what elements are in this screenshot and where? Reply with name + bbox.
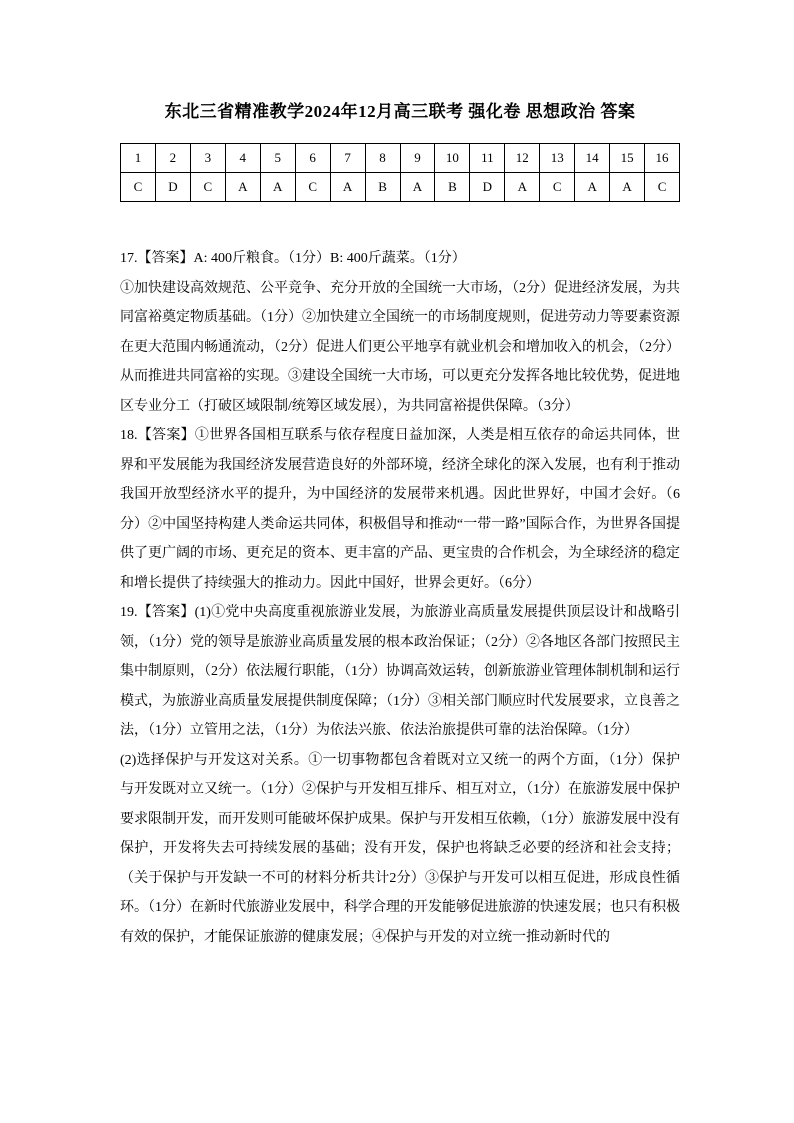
page-title: 东北三省精准教学2024年12月高三联考 强化卷 思想政治 答案 <box>164 102 636 121</box>
answer-letter-cell: A <box>400 173 435 202</box>
answer-number-cell: 7 <box>330 144 365 173</box>
q19-answer-part2: (2)选择保护与开发这对关系。①一切事物都包含着既对立又统一的两个方面，（1分）保护与开发既对立又统一。（1分）②保护与开发相互排斥、相互对立，（1分）在旅游发展中保护要求限制开发，而开发则可能破坏保护成果。保护与开发相互依赖，（1分）旅游发展中没有保护，开发将失去可持续发展的基础；没有开发，保护也将缺乏必要的经济和社会支持；（关于保护与开发缺一不可的材料分析共计2分）③保护与开发可以相互促进，形成良性循环。（1分）在新时代旅游业发展中，科学合理的开发能够促进旅游的快速发展；也只有积极有效的保护，才能保证旅游的健康发展；④保护与开发的对立统一推动新时代的 <box>120 752 680 945</box>
answer-number-cell: 1 <box>121 144 156 173</box>
answer-number-cell: 10 <box>435 144 470 173</box>
answer-letter-cell: D <box>470 173 505 202</box>
answer-number-cell: 16 <box>645 144 680 173</box>
answer-letter-cell: C <box>190 173 225 202</box>
answer-number-cell: 12 <box>505 144 540 173</box>
answer-letter-cell: B <box>365 173 400 202</box>
answer-number-cell: 2 <box>155 144 190 173</box>
answer-number-cell: 8 <box>365 144 400 173</box>
q19-answer-part1: 19.【答案】(1)①党中央高度重视旅游业发展，为旅游业高质量发展提供顶层设计和战略引领，（1分）党的领导是旅游业高质量发展的根本政治保证；（2分）②各地区各部门按照民主集中制原则，（2分）依法履行职能，（1分）协调高效运转，创新旅游业管理体制机制和运行模式，为旅游业高质量发展提供制度保障；（1分）③相关部门顺应时代发展要求，立良善之法，（1分）立管用之法，（1分）为依法兴旅、依法治旅提供可靠的法治保障。（1分） <box>120 605 680 738</box>
answer-number-cell: 4 <box>225 144 260 173</box>
answer-number-cell: 13 <box>540 144 575 173</box>
answer-letter-cell: A <box>610 173 645 202</box>
answer-number-cell: 14 <box>575 144 610 173</box>
answer-number-cell: 5 <box>260 144 295 173</box>
answer-letter-cell: A <box>330 173 365 202</box>
answer-number-cell: 3 <box>190 144 225 173</box>
answer-number-cell: 6 <box>295 144 330 173</box>
answer-letter-cell: A <box>225 173 260 202</box>
answer-number-cell: 15 <box>610 144 645 173</box>
answer-number-cell: 9 <box>400 144 435 173</box>
answer-letter-cell: A <box>505 173 540 202</box>
answer-letter-cell: A <box>575 173 610 202</box>
answer-number-cell: 11 <box>470 144 505 173</box>
answer-letter-row <box>121 173 680 202</box>
answer-letter-cell: C <box>295 173 330 202</box>
answer-explanations <box>120 244 680 952</box>
q18-answer: 18.【答案】①世界各国相互联系与依存程度日益加深，人类是相互依存的命运共同体，世界和平发展能为我国经济发展营造良好的外部环境，经济全球化的深入发展，也有利于推动我国开放型经济水平的提升，为中国经济的发展带来机遇。因此世界好，中国才会好。（6分）②中国坚持构建人类命运共同体，积极倡导和推动“一带一路”国际合作，为世界各国提供了更广阔的市场、更充足的资本、更丰富的产品、更宝贵的合作机会，为全球经济的稳定和增长提供了持续强大的推动力。因此中国好，世界会更好。（6分） <box>120 428 680 591</box>
answer-letter-cell: C <box>645 173 680 202</box>
answer-letter-cell: C <box>121 173 156 202</box>
answer-letter-cell: C <box>540 173 575 202</box>
answer-number-row <box>121 144 680 173</box>
answer-letter-cell: A <box>260 173 295 202</box>
answer-letter-cell: D <box>155 173 190 202</box>
answer-key-table <box>120 143 680 202</box>
q17-answer-head: 17.【答案】A: 400斤粮食。（1分）B: 400斤蔬菜。（1分） <box>120 251 466 266</box>
q17-answer-body: ①加快建设高效规范、公平竞争、充分开放的全国统一大市场，（2分）促进经济发展，为共同富裕奠定物质基础。（1分）②加快建立全国统一的市场制度规则，促进劳动力等要素资源在更大范围内畅通流动，（2分）促进人们更公平地享有就业机会和增加收入的机会，（2分）从而推进共同富裕的实现。③建设全国统一大市场，可以更充分发挥各地比较优势，促进地区专业分工（打破区域限制/统筹区域发展），为共同富裕提供保障。（3分） <box>120 280 680 414</box>
answer-letter-cell: B <box>435 173 470 202</box>
